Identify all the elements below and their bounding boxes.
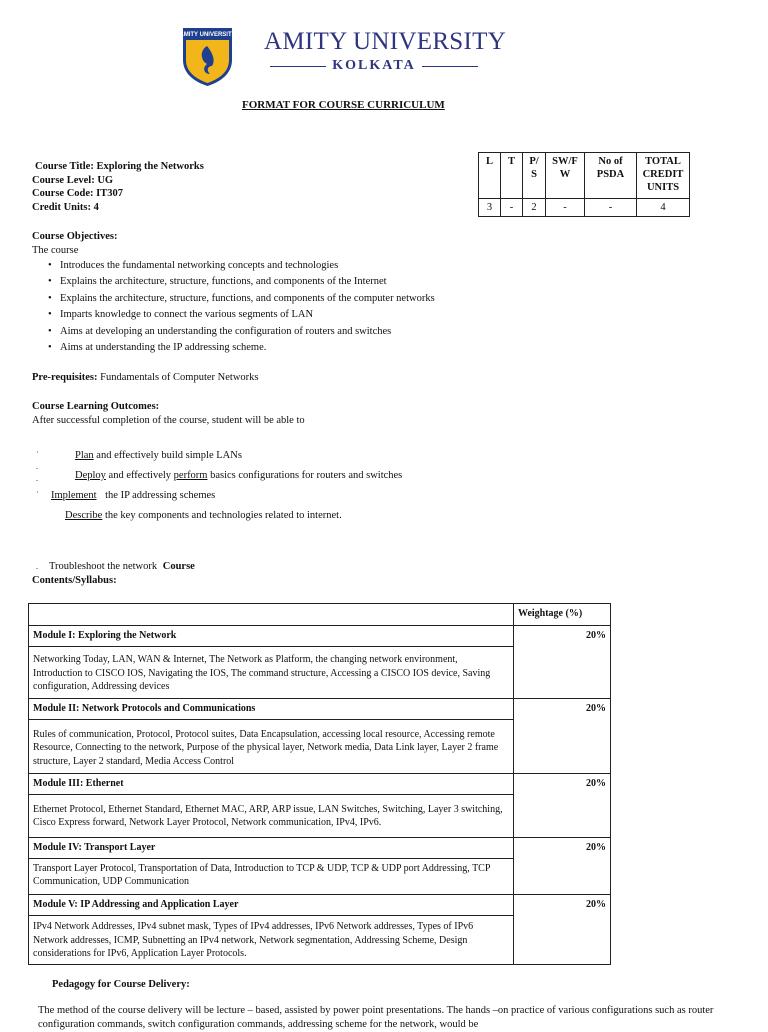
credits-value-total: 4 [637, 199, 690, 217]
module-weight: 20% [514, 837, 611, 894]
module-title: Module IV: Transport Layer [29, 837, 514, 858]
syllabus-header-blank [29, 604, 514, 626]
module-content: IPv4 Network Addresses, IPv4 subnet mask, Types of IPv4 addresses, IPv6 Network addresses, Types of IPv6 Network addresses, ICMP, Subnetting an IPv4 network, Network segmentation, Addressing Scheme, Design considerations for IPv6, Application Layer Protocols. [29, 915, 514, 964]
document-title: FORMAT FOR COURSE CURRICULUM [242, 99, 445, 111]
module-content: Transport Layer Protocol, Transportation of Data, Introduction to TCP & UDP, TCP & UDP port Addressing, TCP Communication, UDP Communication [29, 858, 514, 894]
outcomes-intro: After successful completion of the course, student will be able to [32, 415, 305, 426]
outcome-2-verb: Deploy [75, 470, 106, 481]
credit-units-label: Credit Units: [32, 201, 92, 213]
credits-value-swfw: - [546, 199, 585, 217]
module-title: Module V: IP Addressing and Application Layer [29, 894, 514, 915]
objective-item: • Aims at understanding the IP addressing scheme. [46, 341, 732, 355]
outcome-2-text: basics configurations for routers and switches [210, 470, 403, 481]
campus-line [270, 58, 478, 74]
outcome-marker: . [36, 462, 38, 471]
module-content: Rules of communication, Protocol, Protocol suites, Data Encapsulation, accessing local resource, Accessing remote Resource, Connecting to the network, Purpose of the physical layer, Network media, Data Link layer, Layer 2 frame structure, Layer 2 standard, Media Access Control [29, 719, 514, 773]
syllabus-header-row [29, 604, 611, 626]
credits-value-l: 3 [479, 199, 501, 217]
outcome-marker: . [36, 562, 38, 571]
outcome-5 [49, 560, 195, 573]
course-info [32, 160, 204, 214]
outcome-2 [75, 469, 402, 482]
objectives-intro: The course [32, 244, 79, 256]
objective-item: • Explains the architecture, structure, functions, and components of the computer networks [46, 292, 732, 306]
outcome-marker: · [36, 488, 39, 497]
credits-value-row [479, 199, 690, 217]
outcome-4-text: the key components and technologies related to internet. [104, 510, 342, 521]
credits-value-psda: - [585, 199, 637, 217]
objective-item: • Imparts knowledge to connect the various segments of LAN [46, 308, 732, 322]
outcome-1-verb: Plan [75, 450, 94, 461]
credits-header-row [479, 153, 690, 199]
prerequisites [32, 371, 259, 384]
prereq-label: Pre-requisites: [32, 372, 98, 383]
course-title-row [32, 160, 204, 174]
objectives-list [46, 259, 732, 354]
amity-logo [180, 26, 235, 88]
module-content: Ethernet Protocol, Ethernet Standard, Ethernet MAC, ARP, ARP issue, LAN Switches, Switching, Layer 3 switching, Cisco Express forward, Network Layer Protocol, Network communication, IPv4, IPv6. [29, 794, 514, 837]
module-weight: 20% [514, 773, 611, 837]
module-title: Module III: Ethernet [29, 773, 514, 794]
course-level-row [32, 174, 204, 188]
course-title-value: Exploring the Networks [96, 161, 204, 172]
contents-word: Course [162, 561, 195, 572]
module-row [29, 837, 611, 858]
module-content: Networking Today, LAN, WAN & Internet, The Network as Platform, the changing network environment, Introduction to CISCO IOS, Navigating the IOS, The command structure, Accessing a CISCO IOS device, Saving configuration, Addressing devices [29, 647, 514, 699]
outcome-3 [51, 489, 215, 502]
outcome-5-text: Troubleshoot the network [49, 561, 158, 572]
outcome-4-verb: Describe [65, 510, 103, 521]
credits-header-t: T [501, 153, 523, 199]
module-row [29, 698, 611, 719]
course-code-label: Course Code: [32, 188, 94, 199]
prereq-value: Fundamentals of Computer Networks [100, 372, 259, 383]
campus-divider-left [270, 66, 326, 67]
outcome-2-verb2: perform [173, 470, 208, 481]
credits-header-swfw: SW/F W [546, 153, 585, 199]
outcome-1 [75, 449, 242, 462]
credits-header-l: L [479, 153, 501, 199]
outcome-marker: · [36, 448, 39, 457]
credits-header-psda: No of PSDA [585, 153, 637, 199]
module-row [29, 626, 611, 647]
campus-divider-right [422, 66, 478, 67]
credit-units-row [32, 201, 204, 215]
course-objectives [32, 230, 732, 357]
course-code-row [32, 187, 204, 201]
weightage-header: Weightage (%) [514, 604, 611, 626]
course-level-value: UG [97, 174, 114, 186]
objective-item: • Aims at developing an understanding the configuration of routers and switches [46, 325, 732, 339]
objective-item: • Explains the architecture, structure, functions, and components of the Internet [46, 275, 732, 289]
module-row [29, 773, 611, 794]
module-weight: 20% [514, 894, 611, 964]
module-row [29, 894, 611, 915]
outcome-marker: . [36, 474, 38, 483]
outcome-1-text: and effectively build simple LANs [96, 450, 242, 461]
objectives-heading: Course Objectives: [32, 231, 118, 242]
pedagogy-heading: Pedagogy for Course Delivery: [52, 979, 190, 990]
course-code-value: IT307 [96, 188, 124, 199]
campus-name: KOLKATA [332, 58, 416, 73]
course-title-label: Course Title: [35, 161, 94, 172]
outcomes-heading: Course Learning Outcomes: [32, 401, 160, 412]
credits-header-total: TOTAL CREDIT UNITS [637, 153, 690, 199]
outcome-2-mid: and effectively [108, 470, 172, 481]
credits-value-t: - [501, 199, 523, 217]
credits-header-ps: P/ S [523, 153, 546, 199]
outcome-3-verb: Implement [51, 490, 97, 501]
contents-heading: Contents/Syllabus: [32, 575, 117, 586]
logo-text: AMITY UNIVERSITY [180, 32, 235, 38]
objective-item: • Introduces the fundamental networking concepts and technologies [46, 259, 732, 273]
university-name: AMITY UNIVERSITY [264, 28, 507, 55]
pedagogy-text: The method of the course delivery will be lecture – based, assisted by power point presentations. The hands –on practice of various configurations such as router configuration commands, switch configuration commands, addressing scheme for the network, would be [38, 1005, 714, 1030]
credits-table [478, 152, 690, 217]
outcome-4 [65, 509, 342, 522]
credits-value-ps: 2 [523, 199, 546, 217]
module-title: Module I: Exploring the Network [29, 626, 514, 647]
course-level-label: Course Level: [32, 174, 95, 186]
outcome-3-text: the IP addressing schemes [105, 490, 216, 501]
module-title: Module II: Network Protocols and Communications [29, 698, 514, 719]
syllabus-table [28, 603, 611, 965]
credit-units-value: 4 [93, 201, 99, 213]
module-weight: 20% [514, 698, 611, 773]
module-weight: 20% [514, 626, 611, 699]
